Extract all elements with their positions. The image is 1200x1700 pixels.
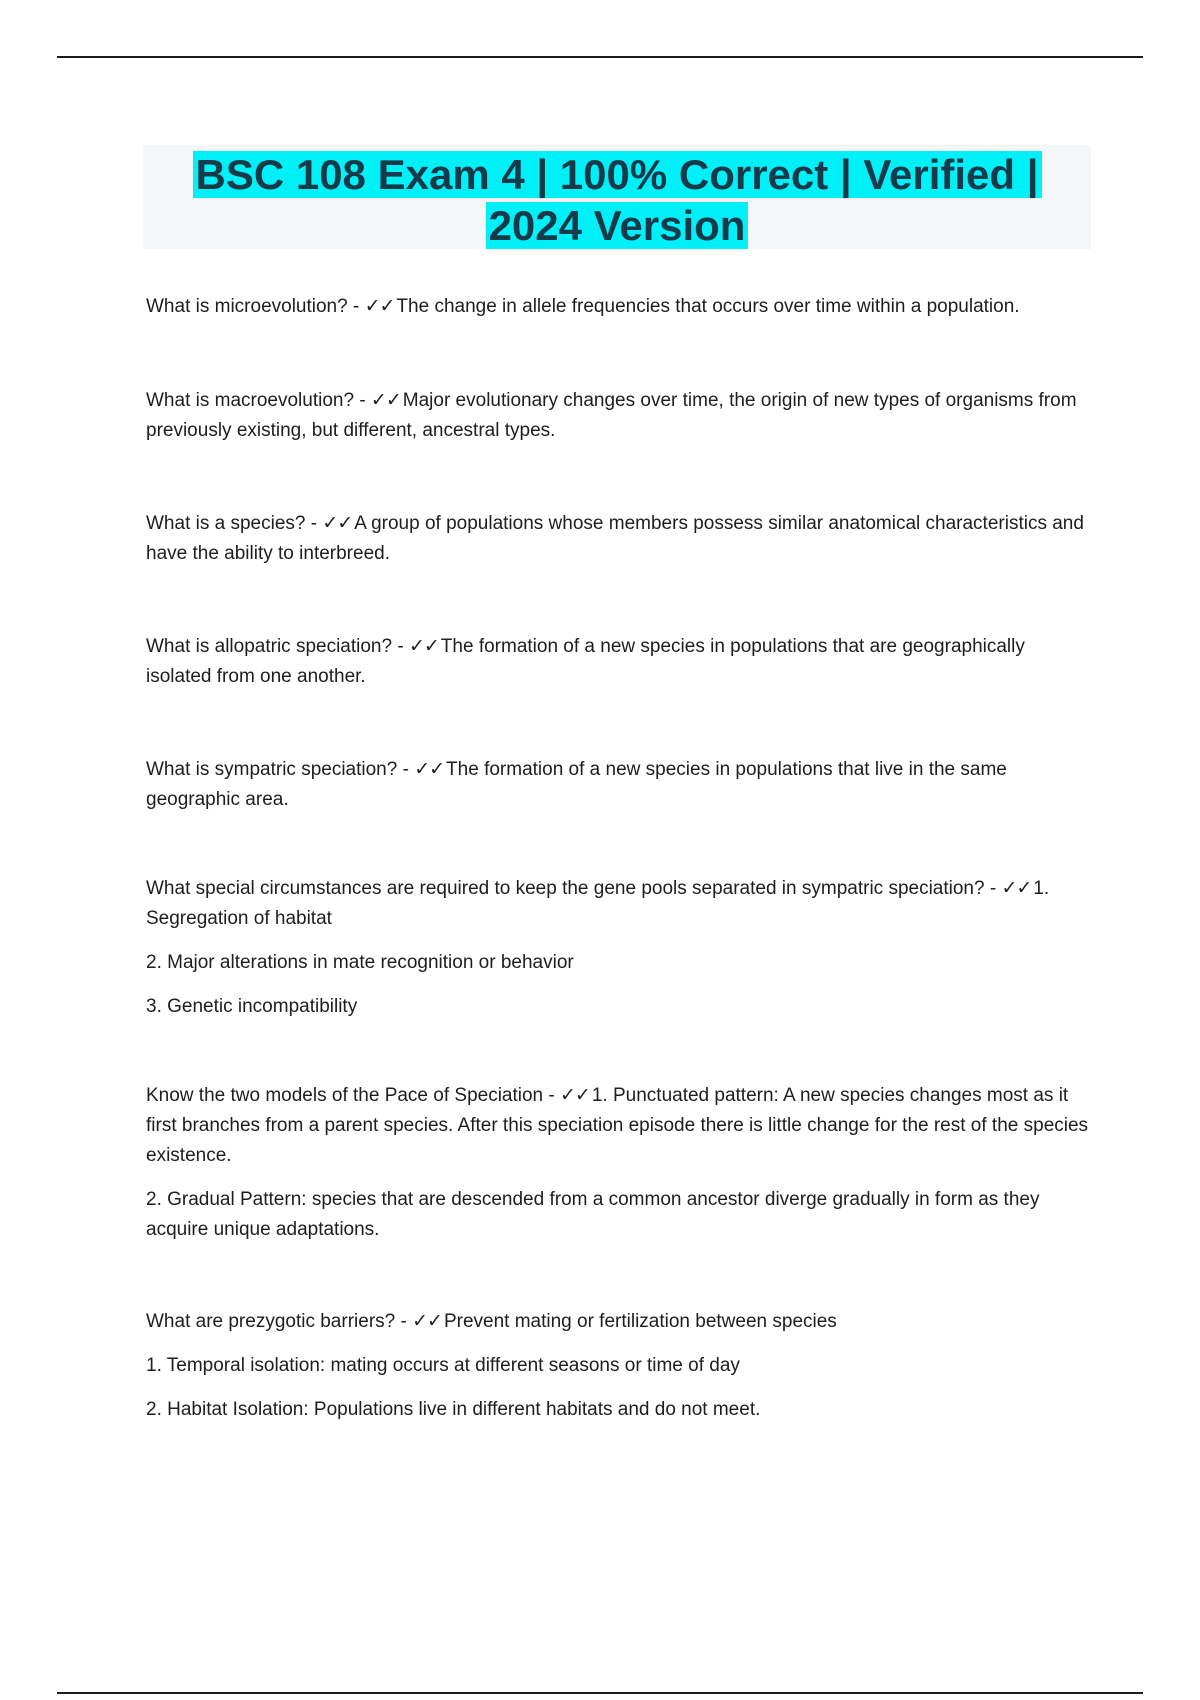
answer-point: 1. Temporal isolation: mating occurs at different seasons or time of day xyxy=(146,1355,740,1376)
qa-item xyxy=(146,386,1094,446)
top-rule xyxy=(57,56,1143,58)
answer-point: 3. Genetic incompatibility xyxy=(146,996,358,1017)
answer-text: 1. Punctuated pattern: A new species changes most as it first branches from a parent species. After this speciation episode there is little change for the rest of the species existence. xyxy=(146,1085,1089,1166)
question-text: Know the two models of the Pace of Speciation - xyxy=(146,1085,561,1106)
bottom-rule xyxy=(57,1692,1143,1694)
qa-item xyxy=(146,874,1094,1022)
answer-text: 1. Segregation of habitat xyxy=(146,878,1050,929)
question-text: What is macroevolution? - xyxy=(146,390,371,411)
qa-main xyxy=(146,509,1094,569)
answer-text: Prevent mating or fertilization between species xyxy=(443,1311,837,1332)
title-line-1: BSC 108 Exam 4 | 100% Correct | Verified | xyxy=(193,151,1042,198)
qa-item xyxy=(146,509,1094,569)
qa-item xyxy=(146,292,1094,322)
double-check-icon: ✓✓ xyxy=(408,636,439,657)
double-check-icon: ✓✓ xyxy=(560,1085,590,1106)
double-check-icon: ✓✓ xyxy=(1001,878,1032,899)
document-title xyxy=(143,145,1091,251)
qa-item xyxy=(146,632,1094,692)
answer-point: 2. Gradual Pattern: species that are descended from a common ancestor diverge gradually in form as they acquire unique adaptations. xyxy=(146,1189,1040,1240)
answer-text: The change in allele frequencies that occurs over time within a population. xyxy=(396,296,1020,317)
qa-main xyxy=(146,386,1094,446)
double-check-icon: ✓✓ xyxy=(370,390,401,411)
qa-main xyxy=(146,292,1094,322)
question-text: What is a species? - xyxy=(146,513,323,534)
question-text: What special circumstances are required to keep the gene pools separated in sympatric speciation? - xyxy=(146,878,1002,899)
question-text: What is sympatric speciation? - xyxy=(146,759,415,780)
answer-point: 2. Major alterations in mate recognition or behavior xyxy=(146,952,574,973)
qa-main xyxy=(146,874,1094,934)
answer-point: 2. Habitat Isolation: Populations live in different habitats and do not meet. xyxy=(146,1399,761,1420)
qa-item xyxy=(146,1307,1094,1425)
qa-main xyxy=(146,1081,1094,1171)
answer-text: The formation of a new species in populations that are geographically isolated from one another. xyxy=(146,636,1025,687)
answer-text: Major evolutionary changes over time, the origin of new types of organisms from previously existing, but different, ancestral types. xyxy=(146,390,1077,441)
answer-text: The formation of a new species in populations that live in the same geographic area. xyxy=(146,759,1007,810)
qa-item xyxy=(146,1081,1094,1245)
qa-item xyxy=(146,755,1094,815)
question-text: What are prezygotic barriers? - xyxy=(146,1311,413,1332)
answer-text: A group of populations whose members possess similar anatomical characteristics and have the ability to interbreed. xyxy=(146,513,1084,564)
double-check-icon: ✓✓ xyxy=(414,759,445,780)
question-text: What is microevolution? - xyxy=(146,296,365,317)
double-check-icon: ✓✓ xyxy=(412,1311,442,1332)
double-check-icon: ✓✓ xyxy=(364,296,395,317)
qa-main xyxy=(146,755,1094,815)
title-line-2: 2024 Version xyxy=(486,202,749,249)
qa-list xyxy=(146,292,1094,1425)
qa-main xyxy=(146,1307,1094,1337)
double-check-icon: ✓✓ xyxy=(322,513,353,534)
qa-main xyxy=(146,632,1094,692)
question-text: What is allopatric speciation? - xyxy=(146,636,409,657)
title-banner xyxy=(143,145,1091,249)
